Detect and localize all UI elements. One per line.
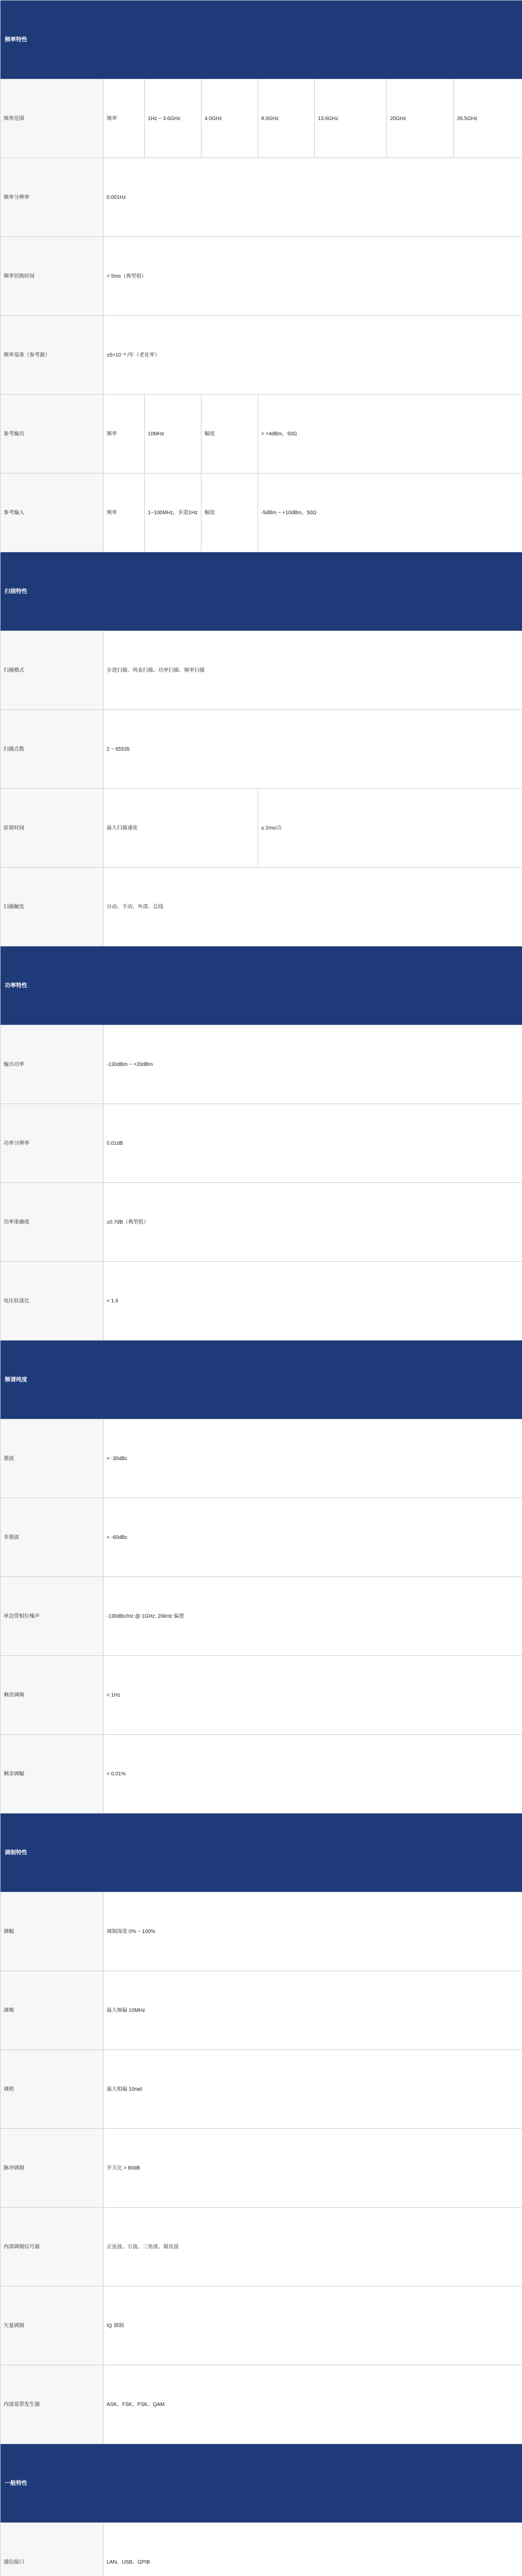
spec-value: < 5ms（典型值） [104, 237, 522, 316]
spec-value: 幅度 [201, 395, 258, 473]
spec-value: -130dBc/Hz @ 1GHz, 20kHz 偏置 [104, 1577, 522, 1656]
spec-label: 单边带相位噪声 [1, 1577, 104, 1656]
section-header [1, 946, 522, 1025]
spec-label: 频率分辨率 [1, 158, 104, 237]
spec-label: 调相 [1, 2050, 104, 2129]
spec-value: 13.6GHz [315, 79, 387, 158]
spec-value: < 1.6 [104, 1262, 522, 1341]
spec-value: 最大相偏 10rad [104, 2050, 522, 2129]
section-title: 频谱纯度 [1, 1341, 522, 1419]
section-header [1, 2444, 522, 2523]
spec-value: ±5×10⁻⁸ /年（老化率） [104, 316, 522, 395]
spec-label: 内部基带发生器 [1, 2365, 104, 2444]
spec-row [1, 1419, 522, 1498]
spec-value: < 0.01% [104, 1735, 522, 1814]
spec-label: 剩余调幅 [1, 1735, 104, 1814]
spec-label: 频率范围 [1, 79, 104, 158]
spec-row [1, 2523, 522, 2576]
spec-row [1, 237, 522, 316]
spec-value: 正弦波、方波、三角波、锯齿波 [104, 2208, 522, 2286]
spec-label: 扫描触发 [1, 868, 104, 946]
spec-label: 驻留时间 [1, 789, 104, 868]
spec-value: LAN、USB、GPIB [104, 2523, 522, 2576]
section-title: 一般特性 [1, 2444, 522, 2523]
spec-value: 2 ~ 65535 [104, 710, 522, 789]
section-header [1, 1814, 522, 1892]
spec-row [1, 79, 522, 158]
spec-label: 功率分辨率 [1, 1104, 104, 1183]
section-header [1, 1, 522, 79]
spec-value: 1Hz ~ 3.6GHz [145, 79, 201, 158]
spec-value: 自动、手动、外部、总线 [104, 868, 522, 946]
spec-label: 谐波 [1, 1419, 104, 1498]
spec-row [1, 1104, 522, 1183]
spec-row [1, 2208, 522, 2286]
spec-value: < 1Hz [104, 1656, 522, 1735]
section-title: 频率特性 [1, 1, 522, 79]
spec-value: ASK、FSK、PSK、QAM [104, 2365, 522, 2444]
spec-label: 矢量调制 [1, 2286, 104, 2365]
spec-value: -5dBm ~ +10dBm，50Ω [258, 473, 522, 552]
spec-label: 频率基准（参考源） [1, 316, 104, 395]
spec-row [1, 1577, 522, 1656]
spec-row [1, 158, 522, 237]
spec-row [1, 789, 522, 868]
spec-label: 输出功率 [1, 1025, 104, 1104]
spec-value: 最大扫描速度 [104, 789, 258, 868]
spec-label: 脉冲调制 [1, 2129, 104, 2208]
section-title: 功率特性 [1, 946, 522, 1025]
spec-label: 参考输入 [1, 473, 104, 552]
spec-row [1, 868, 522, 946]
spec-value: 调制深度 0% ~ 100% [104, 1892, 522, 1971]
spec-value: 开关比 > 80dB [104, 2129, 522, 2208]
spec-row [1, 1498, 522, 1577]
spec-row [1, 473, 522, 552]
section-title: 调制特性 [1, 1814, 522, 1892]
section-title: 扫描特性 [1, 552, 522, 631]
section-header [1, 552, 522, 631]
spec-label: 调幅 [1, 1892, 104, 1971]
spec-value: 最大频偏 10MHz [104, 1971, 522, 2050]
spec-label: 内部调制信号源 [1, 2208, 104, 2286]
spec-value: 幅度 [201, 473, 258, 552]
spec-value: 0.01dB [104, 1104, 522, 1183]
spec-label: 剩余调频 [1, 1656, 104, 1735]
spec-row [1, 1971, 522, 2050]
spec-row [1, 1892, 522, 1971]
spec-row [1, 395, 522, 473]
spec-value: 1~100MHz，步进1Hz [145, 473, 201, 552]
spec-value: ±0.7dB（典型值） [104, 1183, 522, 1262]
spec-value: < -60dBc [104, 1498, 522, 1577]
spec-row [1, 2050, 522, 2129]
spec-row [1, 316, 522, 395]
spec-row [1, 1262, 522, 1341]
spec-label: 功率准确度 [1, 1183, 104, 1262]
spec-value: 10MHz [145, 395, 201, 473]
spec-value: 20GHz [387, 79, 454, 158]
spec-row [1, 1656, 522, 1735]
spec-value: 频率 [104, 473, 145, 552]
spec-value: 0.001Hz [104, 158, 522, 237]
spec-label: 频率切换时间 [1, 237, 104, 316]
spec-value: < -30dBc [104, 1419, 522, 1498]
spec-row [1, 2129, 522, 2208]
spec-value: 8.0GHz [258, 79, 315, 158]
spec-label: 非谐波 [1, 1498, 104, 1577]
spec-value: 步进扫描、列表扫描、功率扫描、频率扫描 [104, 631, 522, 710]
spec-value: 频率 [104, 395, 145, 473]
spec-row [1, 1735, 522, 1814]
spec-row [1, 2286, 522, 2365]
spec-row [1, 2365, 522, 2444]
spec-label: 调频 [1, 1971, 104, 2050]
spec-row [1, 710, 522, 789]
spec-value: 26.5GHz [454, 79, 522, 158]
spec-row [1, 1025, 522, 1104]
spec-value: -130dBm ~ +20dBm [104, 1025, 522, 1104]
spec-label: 扫描点数 [1, 710, 104, 789]
spec-label: 参考输出 [1, 395, 104, 473]
spec-value: 频率 [104, 79, 145, 158]
spec-row [1, 631, 522, 710]
spec-label: 扫描模式 [1, 631, 104, 710]
spec-label: 通信接口 [1, 2523, 104, 2576]
spec-value: 4.0GHz [201, 79, 258, 158]
spec-value: ≤ 2ms/点 [258, 789, 522, 868]
spec-value: IQ 调制 [104, 2286, 522, 2365]
spec-value: > +4dBm，50Ω [258, 395, 522, 473]
spec-row [1, 1183, 522, 1262]
spec-label: 电压驻波比 [1, 1262, 104, 1341]
section-header [1, 1341, 522, 1419]
